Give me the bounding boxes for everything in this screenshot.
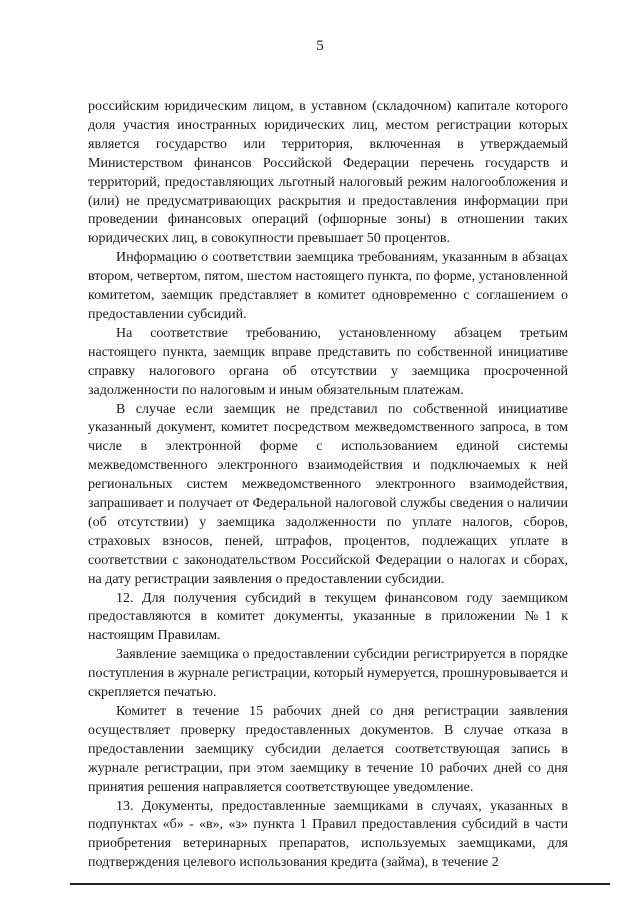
paragraph-item-13: 13. Документы, предоставленные заемщиками в случаях, указанных в подпунктах «б» - «в», «з» пункта 1 Правил предоставления субсидий в части приобретения ветеринарных препаратов, используемых заемщиками, для подтверждения целевого использования кредита (займа), в течение 2 bbox=[88, 798, 568, 871]
paragraph-interagency-request: В случае если заемщик не представил по собственной инициативе указанный документ, комитет посредством межведомственного запроса, в том числе в электронной форме с использованием единой системы межведомственного электронного взаимодействия и подключаемых к ней региональных систем межведомственного электронного взаимодействия, запрашивает и получает от Федеральной налоговой службы сведения о наличии (об отсутствии) у заемщика задолженности по уплате налогов, сборов, страховых взносов, пеней, штрафов, процентов, подлежащих уплате в соответствии с законодательством Российской Федерации о налогах и сборах, на дату регистрации заявления о предоставлении субсидии. bbox=[88, 401, 568, 587]
document-body bbox=[88, 98, 568, 873]
paragraph-compliance-info: Информацию о соответствии заемщика требованиям, указанным в абзацах втором, четвертом, пятом, шестом настоящего пункта, по форме, установленной комитетом, заемщик представляет в комитет одновременно с соглашением о предоставлении субсидий. bbox=[88, 250, 568, 322]
paragraph-item-12: 12. Для получения субсидий в текущем финансовом году заемщиком предоставляются в комитет документы, указанные в приложении №1 к настоящим Правилам. bbox=[88, 590, 568, 644]
bottom-divider bbox=[70, 883, 610, 885]
page-number: 5 bbox=[316, 38, 324, 54]
paragraph-continuation: российским юридическим лицом, в уставном (складочном) капитале которого доля участия иностранных юридических лиц, местом регистрации которых является государство или территория, включенная в утверждаемый Министерством финансов Российской Федерации перечень государств и территорий, предоставляющих льготный налоговый режим налогообложения и (или) не предусматривающих раскрытия и предоставления информации при проведении финансовых операций (офшорные зоны) в отношении таких юридических лиц, в совокупности превышает 50 процентов. bbox=[88, 99, 568, 247]
paragraph-document-review: Комитет в течение 15 рабочих дней со дня регистрации заявления осуществляет проверку предоставленных документов. В случае отказа в предоставлении заемщику субсидии делается соответствующая запись в журнале регистрации, при этом заемщику в течение 10 рабочих дней со дня принятия решения направляется соответствующее уведомление. bbox=[88, 704, 568, 795]
paragraph-tax-certificate: На соответствие требованию, установленному абзацем третьим настоящего пункта, заемщик вправе представить по собственной инициативе справку налогового органа об отсутствии у заемщика просроченной задолженности по налоговым и иным обязательным платежам. bbox=[88, 325, 568, 398]
paragraph-application-registration: Заявление заемщика о предоставлении субсидии регистрируется в порядке поступления в журнале регистрации, который нумеруется, прошнуровывается и скрепляется печатью. bbox=[88, 647, 568, 701]
